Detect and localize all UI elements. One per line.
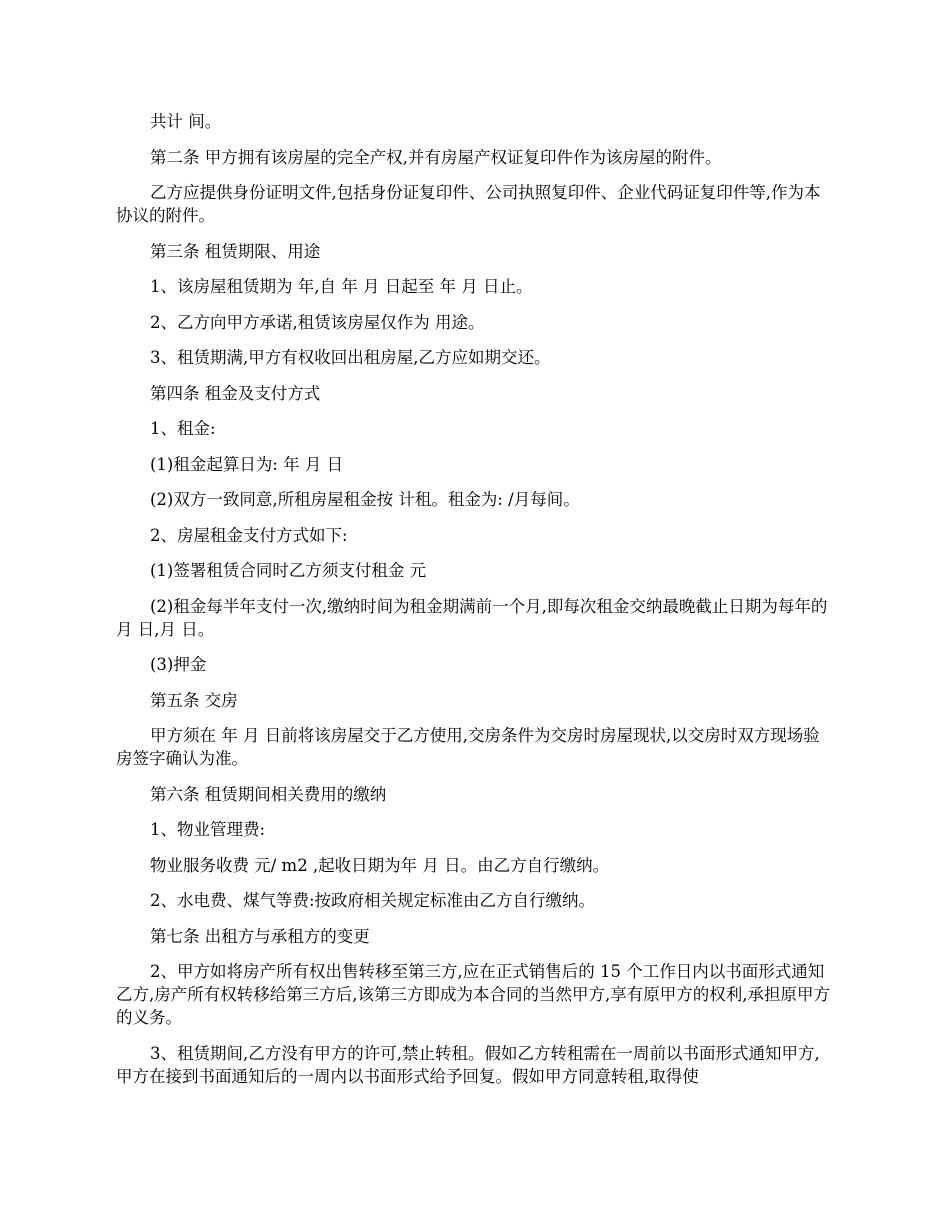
paragraph-2: 第二条 甲方拥有该房屋的完全产权,并有房屋产权证复印件作为该房屋的附件。	[150, 147, 722, 167]
paragraph-6: 2、乙方向甲方承诺,租赁该房屋仅作为 用途。	[150, 312, 485, 332]
paragraph-11: (2)双方一致同意,所租房屋租金按 计租。租金为: /月每间。	[150, 490, 580, 509]
paragraph-15: (3)押金	[150, 655, 207, 674]
paragraph-3: 乙方应提供身份证明文件,包括身份证复印件、公司执照复印件、企业代码证复印件等,作为本协议的附件。	[116, 183, 821, 225]
paragraph-16: 第五条 交房	[150, 690, 238, 710]
paragraph-22: 第七条 出租方与承租方的变更	[150, 926, 370, 946]
paragraph-13: (1)签署租赁合同时乙方须支付租金 元	[150, 561, 427, 580]
paragraph-9: 1、租金:	[150, 419, 216, 438]
paragraph-19: 1、物业管理费:	[150, 820, 266, 839]
paragraph-17: 甲方须在 年 月 日前将该房屋交于乙方使用,交房条件为交房时房屋现状,以交房时双方现场验房签字确认为准。	[116, 726, 820, 768]
paragraph-21: 2、水电费、煤气等费:按政府相关规定标准由乙方自行缴纳。	[150, 891, 596, 910]
document-body	[116, 110, 836, 1100]
paragraph-23: 2、甲方如将房产所有权出售转移至第三方,应在正式销售后的 15 个工作日内以书面形式通知乙方,房产所有权转移给第三方后,该第三方即成为本合同的当然甲方,享有原甲方的权利,承担原甲方的义务。	[116, 962, 830, 1027]
paragraph-18: 第六条 租赁期间相关费用的缴纳	[150, 784, 387, 804]
paragraph-5: 1、该房屋租赁期为 年,自 年 月 日起至 年 月 日止。	[150, 277, 533, 296]
paragraph-8: 第四条 租金及支付方式	[150, 383, 321, 403]
paragraph-12: 2、房屋租金支付方式如下:	[150, 525, 348, 545]
paragraph-7: 3、租赁期满,甲方有权收回出租房屋,乙方应如期交还。	[150, 348, 551, 367]
paragraph-1: 共计 间。	[150, 112, 222, 131]
paragraph-10: (1)租金起算日为: 年 月 日	[150, 454, 344, 474]
paragraph-20: 物业服务收费 元/ m2 ,起收日期为年 月 日。由乙方自行缴纳。	[150, 855, 610, 875]
paragraph-24: 3、租赁期间,乙方没有甲方的许可,禁止转租。假如乙方转租需在一周前以书面形式通知甲方,甲方在接到书面通知后的一周内以书面形式给予回复。假如甲方同意转租,取得使	[116, 1043, 820, 1086]
paragraph-4: 第三条 租赁期限、用途	[150, 241, 321, 261]
paragraph-14: (2)租金每半年支付一次,缴纳时间为租金期满前一个月,即每次租金交纳最晚截止日期为每年的 月 日,月 日。	[116, 596, 828, 639]
